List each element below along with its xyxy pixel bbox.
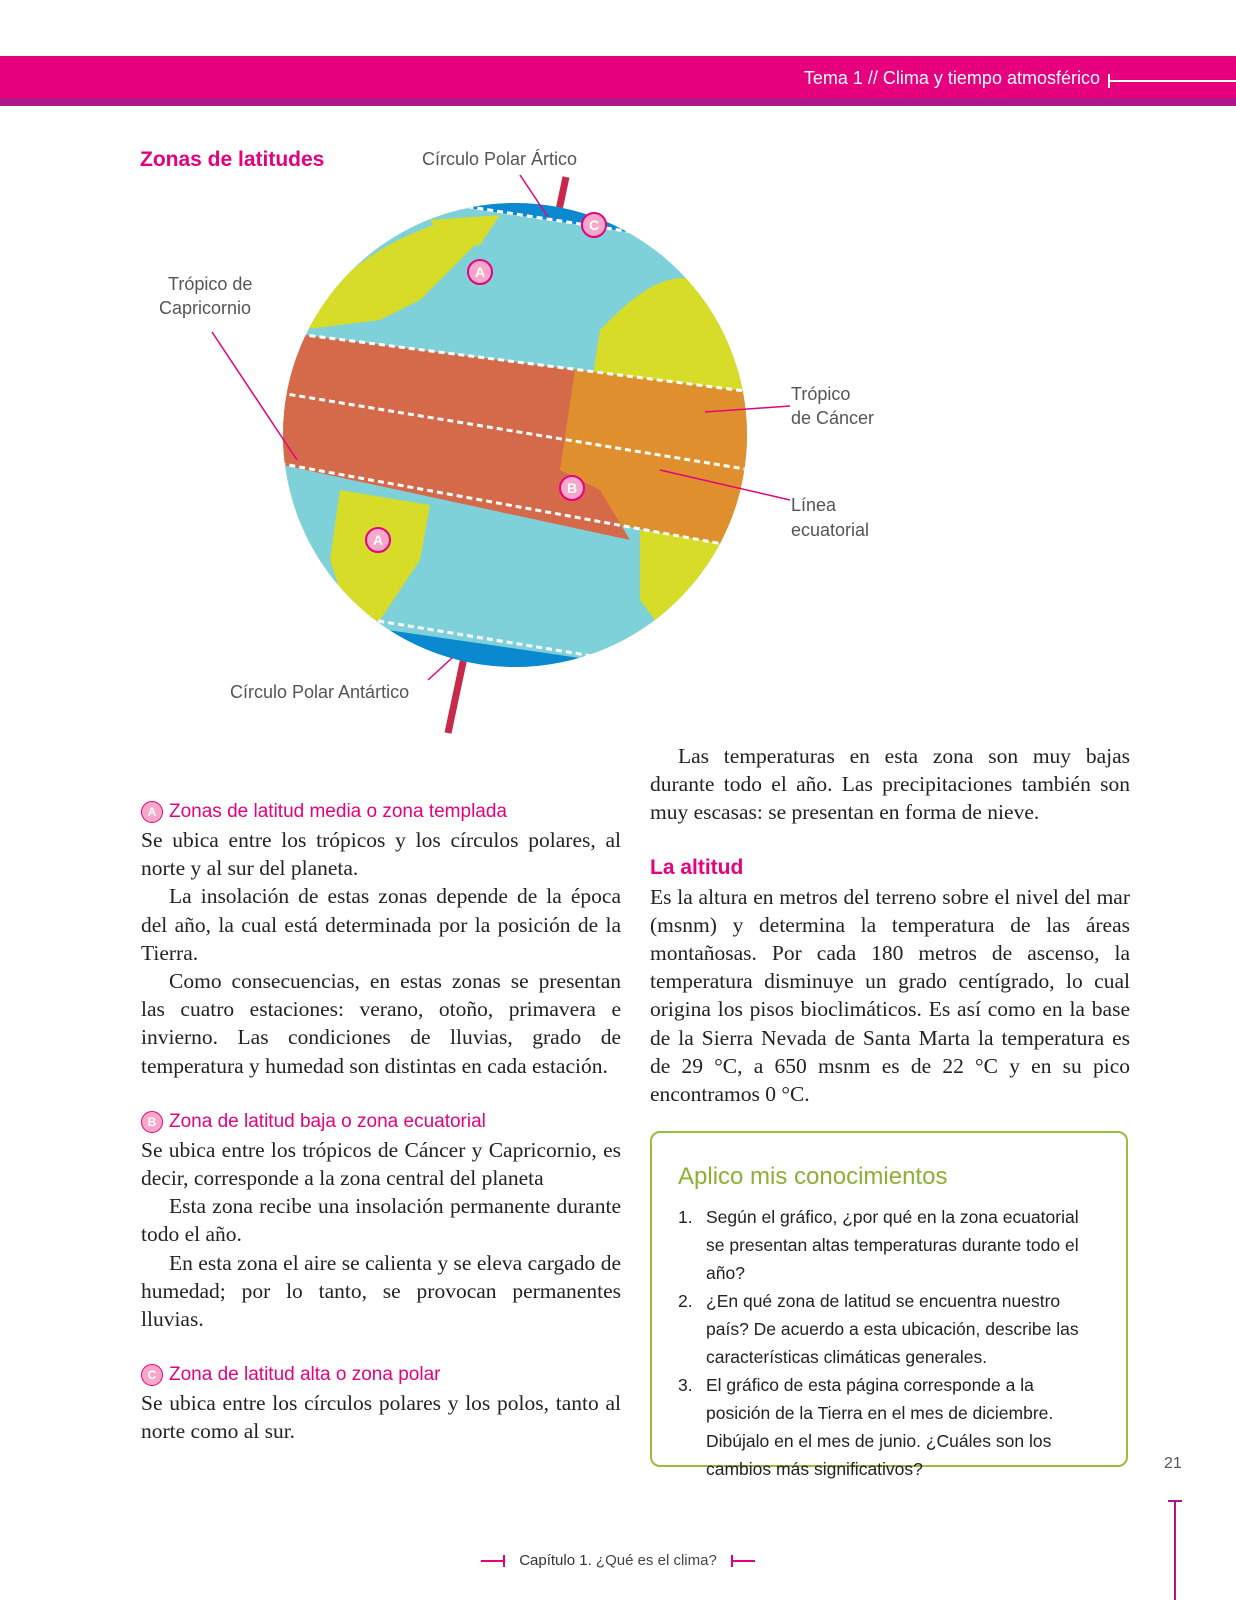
marker-c [582, 213, 606, 237]
marker-a-north-label: A [474, 264, 486, 280]
activity-item-text: Según el gráfico, ¿por qué en la zona ecuatorial se presentan altas temperaturas durante todo el año? [706, 1207, 1079, 1283]
activity-box-title: Aplico mis conocimientos [678, 1163, 948, 1190]
marker-a-south [366, 528, 390, 552]
marker-a-south-label: A [372, 532, 384, 548]
section-b-p2: Esta zona recibe una insolación permanente durante todo el año. [141, 1194, 621, 1247]
label-equator-1: Línea [791, 495, 837, 515]
label-cancer-1: Trópico [791, 384, 851, 404]
activity-item [678, 1203, 1098, 1287]
label-capricorn-2: Capricornio [159, 298, 252, 318]
section-b-title: Zona de latitud baja o zona ecuatorial [169, 1110, 486, 1132]
footer [0, 1552, 1236, 1569]
footer-line-right [731, 1560, 755, 1562]
leader-capricorn [212, 332, 297, 460]
section-c-heading [141, 1361, 621, 1389]
footer-line-left [481, 1560, 505, 1562]
marker-c-label: C [588, 217, 600, 233]
section-a-heading [141, 798, 621, 826]
badge-b: B [141, 1111, 163, 1133]
page-number: 21 [1164, 1455, 1182, 1472]
marker-a-north [468, 260, 492, 284]
section-a-p3: Como consecuencias, en estas zonas se presentan las cuatro estaciones: verano, otoño, primavera e invierno. Las condiciones de lluvias, grado de temperatura y humedad son distintas en cada estación. [141, 969, 621, 1078]
south-africa-land [640, 530, 740, 640]
label-arctic-circle: Círculo Polar Ártico [422, 149, 578, 169]
altitude-paragraph: Es la altura en metros del terreno sobre el nivel del mar (msnm) y determina la temperatura de las áreas montañosas. Por cada 180 metros de ascenso, la temperatura disminuye un grado centígrado, lo cual origina los pisos bioclimáticos. Es así como en la base de la Sierra Nevada de Santa Marta la temperatura es de 29 °C, a 650 msnm es de 22 °C y en su pico encontramos 0 °C. [650, 884, 1130, 1107]
label-capricorn-1: Trópico de [168, 274, 253, 294]
label-antarctic-circle: Círculo Polar Antártico [230, 682, 410, 702]
section-c-title: Zona de latitud alta o zona polar [169, 1364, 441, 1386]
activity-item-text: ¿En qué zona de latitud se encuentra nuestro país? De acuerdo a esta ubicación, describe las características climáticas generales. [706, 1291, 1079, 1367]
polar-temperature-paragraph: Las temperaturas en esta zona son muy bajas durante todo el año. Las precipitaciones también son muy escasas: se presentan en forma de nieve. [650, 744, 1130, 825]
section-b-heading [141, 1108, 621, 1136]
activity-list [678, 1203, 1098, 1483]
label-cancer-2: de Cáncer [791, 408, 875, 428]
activity-item-number: 1. [678, 1207, 693, 1227]
section-a-p2: La insolación de estas zonas depende de la época del año, la cual está determinada por la posición de la Tierra. [141, 884, 621, 965]
section-b-p3: En esta zona el aire se calienta y se eleva cargado de humedad; por lo tanto, se provocan permanentes lluvias. [141, 1250, 621, 1332]
page-line [1174, 1500, 1176, 1600]
header-topic: Tema 1 // Clima y tiempo atmosférico [803, 68, 1100, 88]
label-equator-2: ecuatorial [791, 520, 870, 540]
section-b-p1: Se ubica entre los trópicos de Cáncer y Capricornio, es decir, corresponde a la zona central del planeta [141, 1137, 621, 1191]
right-column [650, 742, 1130, 1108]
badge-c: C [141, 1364, 163, 1386]
marker-b-label: B [566, 480, 578, 496]
activity-item-text: El gráfico de esta página corresponde a la posición de la Tierra en el mes de diciembre. Dibújalo en el mes de junio. ¿Cuáles son los cambios más significativos? [706, 1375, 1054, 1479]
section-c-p1: Se ubica entre los círculos polares y los polos, tanto al norte como al sur. [141, 1391, 621, 1444]
globe-body [250, 150, 800, 720]
footer-title: ¿Qué es el clima? [595, 1552, 717, 1569]
marker-b [560, 476, 584, 500]
section-a-p1: Se ubica entre los trópicos y los círculos polares, al norte y al sur del planeta. [141, 828, 621, 881]
leader-antarctic [428, 658, 452, 680]
activity-item-number: 3. [678, 1375, 693, 1395]
section-a-title: Zonas de latitud media o zona templada [169, 801, 507, 822]
activity-item [678, 1287, 1098, 1371]
footer-chapter: Capítulo 1. [519, 1552, 592, 1569]
badge-a: A [141, 801, 163, 823]
altitude-heading: La altitud [650, 855, 744, 879]
left-column [141, 798, 621, 1446]
latitude-zones-globe [0, 0, 1236, 760]
figure-title: Zonas de latitudes [140, 148, 325, 171]
activity-item-number: 2. [678, 1291, 693, 1311]
activity-item [678, 1371, 1098, 1483]
activity-box [650, 1131, 1128, 1479]
